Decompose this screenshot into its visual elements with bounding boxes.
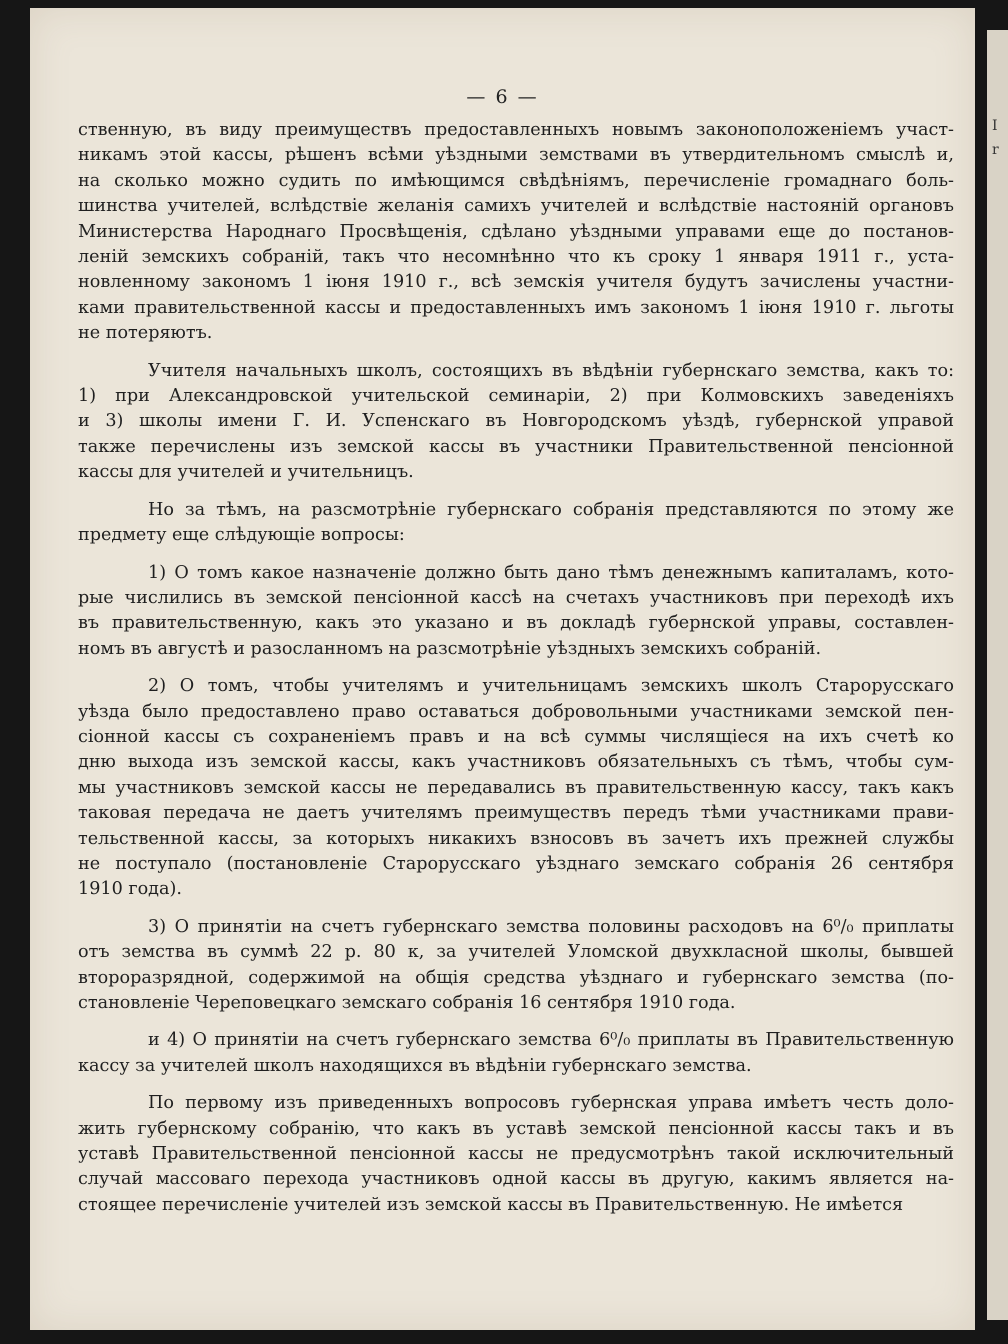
text-line: становленiе Череповецкаго земскаго собранiя 16 сентября 1910 года. (78, 993, 736, 1013)
text-line: дню выхода изъ земской кассы, какъ участниковъ обязательныхъ съ тѣмъ, чтобы сум- (78, 752, 954, 773)
text-line: номъ въ августѣ и разосланномъ на разсмотрѣнiе уѣздныхъ земскихъ собранiй. (78, 638, 822, 659)
text-line: второразрядной, содержимой на общiя средства уѣзднаго и губернскаго земства (по- (78, 967, 954, 988)
text-line: шинства учителей, вслѣдствiе желанiя самихъ учителей и вслѣдствiе настоянiй органовъ (78, 196, 954, 217)
text-line: 1) при Александровской учительской семинарiи, 2) при Колмовскихъ заведенiяхъ (78, 386, 954, 407)
text-line: Учителя начальныхъ школъ, состоящихъ въ вѣдѣнiи губернскаго земства, какъ то: (148, 360, 954, 381)
text-line: мы участниковъ земской кассы не передавались въ правительственную кассу, такъ какъ (78, 777, 954, 798)
text-line: По первому изъ приведенныхъ вопросовъ губернская управа имѣетъ честь доло- (148, 1093, 954, 1114)
paragraph-gap (78, 1016, 954, 1028)
edge-mark-1: I (992, 118, 998, 134)
text-line: тельственной кассы, за которыхъ никакихъ взносовъ въ зачетъ ихъ прежней службы (78, 828, 954, 849)
text-line: таковая передача не даетъ учителямъ преимуществъ передъ тѣми участниками прави- (78, 803, 954, 824)
next-page-edge (987, 30, 1008, 1320)
text-line: 1) О томъ какое назначенiе должно быть дано тѣмъ денежнымъ капиталамъ, кото- (148, 562, 954, 583)
paragraph (78, 1028, 954, 1079)
paragraph-gap (78, 486, 954, 498)
text-line: сiонной кассы съ сохраненiемъ правъ и на всѣ суммы числящiеся на ихъ счетѣ ко (78, 726, 954, 747)
paragraph (78, 561, 954, 663)
text-line: ками правительственной кассы и предоставленныхъ имъ закономъ 1 iюня 1910 г. льготы (78, 297, 954, 318)
text-line: и 3) школы имени Г. И. Успенскаго въ Новгородскомъ уѣздѣ, губернской управой (78, 411, 954, 432)
text-line: въ правительственную, какъ это указано и въ докладѣ губернской управы, составлен- (78, 613, 954, 634)
paragraph-gap (78, 903, 954, 915)
text-line: кассы для учителей и учительницъ. (78, 462, 414, 483)
paragraph-gap (78, 549, 954, 561)
text-line: кассу за учителей школъ находящихся въ вѣдѣнiи губернскаго земства. (78, 1055, 752, 1076)
paragraph-gap (78, 347, 954, 359)
paragraph (78, 915, 954, 1017)
paragraph (78, 118, 954, 347)
text-line: и 4) О принятiи на счетъ губернскаго земства 6⁰/₀ приплаты въ Правительственную (148, 1030, 954, 1051)
text-line: ственную, въ виду преимуществъ предоставленныхъ новымъ законоположенiемъ участ- (78, 120, 954, 140)
text-line: 3) О принятiи на счетъ губернскаго земства половины расходовъ на 6⁰/₀ приплаты (148, 916, 954, 937)
text-line: Министерства Народнаго Просвѣщенiя, сдѣлано уѣздными управами еще до постанов- (78, 221, 954, 242)
text-line: отъ земства въ суммѣ 22 р. 80 к, за учителей Уломской двухкласной школы, бывшей (78, 942, 954, 963)
paragraph-gap (78, 1079, 954, 1091)
text-line: уѣзда было предоставлено право оставаться добровольными участниками земской пен- (78, 701, 954, 722)
text-line: никамъ этой кассы, рѣшенъ всѣми уѣздными земствами въ утвердительномъ смыслѣ и, (78, 145, 954, 166)
text-line: не потеряютъ. (78, 323, 213, 344)
text-line: на сколько можно судить по имѣющимся свѣдѣнiямъ, перечисленiе громаднаго боль- (78, 170, 954, 191)
text-line: не поступало (постановленiе Старорусскаго уѣзднаго земскаго собранiя 26 сентября (78, 853, 954, 874)
text-line: случай массоваго перехода участниковъ одной кассы въ другую, какимъ является на- (78, 1169, 954, 1190)
text-line: новленному закономъ 1 iюня 1910 г., всѣ земскiя учителя будутъ зачислены участни- (78, 272, 954, 293)
text-line: ленiй земскихъ собранiй, такъ что несомнѣнно что къ сроку 1 января 1911 г., уста- (78, 247, 954, 268)
paragraph (78, 498, 954, 549)
text-line: стоящее перечисленiе учителей изъ земской кассы въ Правительственную. Не имѣется (78, 1194, 904, 1215)
paragraph (78, 674, 954, 903)
text-line: уставѣ Правительственной пенсiонной кассы не предусмотрѣнъ такой исключительный (78, 1144, 954, 1165)
text-line: предмету еще слѣдующiе вопросы: (78, 525, 405, 546)
text-line: рые числились въ земской пенсiонной кассѣ на счетахъ участниковъ при переходѣ ихъ (78, 587, 954, 608)
text-line: жить губернскому собранiю, что какъ въ уставѣ земской пенсiонной кассы такъ и въ (78, 1118, 954, 1139)
text-line: также перечислены изъ земской кассы въ участники Правительственной пенсiонной (78, 436, 954, 457)
paragraph-gap (78, 662, 954, 674)
text-line: Но за тѣмъ, на разсмотрѣнiе губернскаго собранiя представляются по этому же (148, 499, 954, 520)
body-text (78, 118, 954, 1218)
page-number: — 6 — (466, 86, 539, 108)
text-line: 1910 года). (78, 879, 182, 900)
edge-mark-2: r (992, 142, 999, 158)
paragraph (78, 1091, 954, 1218)
text-line: 2) О томъ, чтобы учителямъ и учительницамъ земскихъ школъ Старорусскаго (148, 676, 954, 697)
paragraph (78, 359, 954, 486)
